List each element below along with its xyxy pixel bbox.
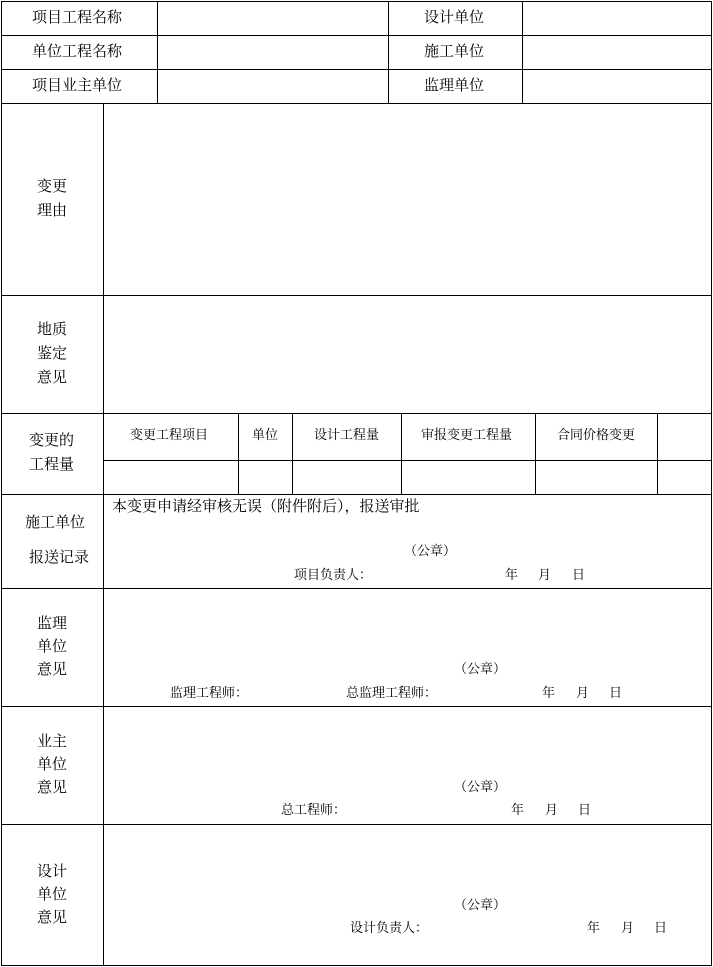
grid-line [535,413,536,495]
grid-line [292,413,293,495]
grid-line [1,69,712,70]
grid-line [157,1,158,104]
grid-line [401,413,402,495]
column-header-unit: 单位 [252,428,279,443]
construction-report-day: 日 [572,568,586,583]
owner-day: 日 [578,803,592,818]
grid-line [1,413,712,414]
owner-month: 月 [545,803,559,818]
design-opinion-field[interactable] [106,827,709,963]
design-seal: （公章） [454,898,507,913]
quantity-cell-price[interactable] [538,463,655,492]
quantity-cell-unit[interactable] [241,463,290,492]
design-day: 日 [654,921,668,936]
geology-label-line2: 鉴定 [37,344,68,362]
supervision-chief-label: 总监理工程师： [346,686,438,701]
unit-project-field[interactable] [160,38,386,67]
owner-year: 年 [511,803,525,818]
design-label-line2: 单位 [37,885,68,903]
design-month: 月 [621,921,635,936]
geology-label-line3: 意见 [37,368,68,386]
column-header-item: 变更工程项目 [130,428,209,443]
change-reason-label-line2: 理由 [37,201,68,219]
column-header-reported-quantity: 审报变更工程量 [421,428,513,443]
quantity-label-line2: 工程量 [29,455,75,473]
quantity-label-line1: 变更的 [29,431,75,449]
supervision-unit-label: 监理单位 [424,76,485,94]
design-manager-label: 设计负责人： [350,921,429,936]
supervision-label-line1: 监理 [37,614,68,632]
change-reason-field[interactable] [106,106,709,293]
design-year: 年 [587,921,601,936]
owner-label-line3: 意见 [37,778,68,796]
grid-line [1,494,712,495]
quantity-cell-reported[interactable] [404,463,533,492]
owner-chief-engineer-label: 总工程师： [281,803,347,818]
grid-line [1,1,2,966]
owner-label-line1: 业主 [37,732,68,750]
grid-line [1,35,712,36]
change-reason-label-line1: 变更 [37,177,68,195]
geology-label-line1: 地质 [37,320,68,338]
supervision-engineer-label: 监理工程师： [170,686,249,701]
grid-line [1,588,712,589]
construction-report-year: 年 [505,568,519,583]
construction-unit-label: 施工单位 [424,42,485,60]
grid-line [1,295,712,296]
column-header-design-quantity: 设计工程量 [314,428,380,443]
construction-report-manager-label: 项目负责人： [294,568,373,583]
supervision-seal: （公章） [454,662,507,677]
owner-seal: （公章） [454,780,507,795]
grid-line [388,1,389,104]
grid-line [104,460,712,461]
design-unit-label: 设计单位 [424,8,485,26]
quantity-cell-item[interactable] [106,463,236,492]
grid-line [657,413,658,495]
unit-project-label: 单位工程名称 [32,42,123,60]
supervision-label-line2: 单位 [37,637,68,655]
supervision-label-line3: 意见 [37,660,68,678]
grid-line [711,1,712,966]
owner-unit-label: 项目业主单位 [32,76,123,94]
supervision-year: 年 [542,686,556,701]
construction-report-label-line2: 报送记录 [29,548,90,566]
grid-line [1,706,712,707]
supervision-unit-field[interactable] [525,72,709,101]
design-label-line1: 设计 [37,862,68,880]
owner-unit-field[interactable] [160,72,386,101]
supervision-month: 月 [576,686,590,701]
grid-line [1,1,712,2]
geology-opinion-field[interactable] [106,298,709,411]
grid-line [238,413,239,495]
grid-line [1,103,712,104]
project-name-label: 项目工程名称 [32,8,123,26]
quantity-cell-design[interactable] [295,463,399,492]
grid-line [1,824,712,825]
grid-line [1,965,712,966]
design-unit-field[interactable] [525,4,709,33]
construction-report-label-line1: 施工单位 [25,513,86,531]
construction-report-month: 月 [538,568,552,583]
grid-line [103,103,104,966]
quantity-cell-extra[interactable] [660,463,709,492]
construction-unit-field[interactable] [525,38,709,67]
owner-opinion-field[interactable] [106,709,709,822]
construction-report-seal: （公章） [404,544,457,559]
construction-report-statement: 本变更申请经审核无误（附件附后），报送审批 [112,497,420,515]
owner-label-line2: 单位 [37,755,68,773]
grid-line [522,1,523,104]
project-name-field[interactable] [160,4,386,33]
column-header-price-change: 合同价格变更 [557,428,636,443]
supervision-day: 日 [609,686,623,701]
design-label-line3: 意见 [37,908,68,926]
